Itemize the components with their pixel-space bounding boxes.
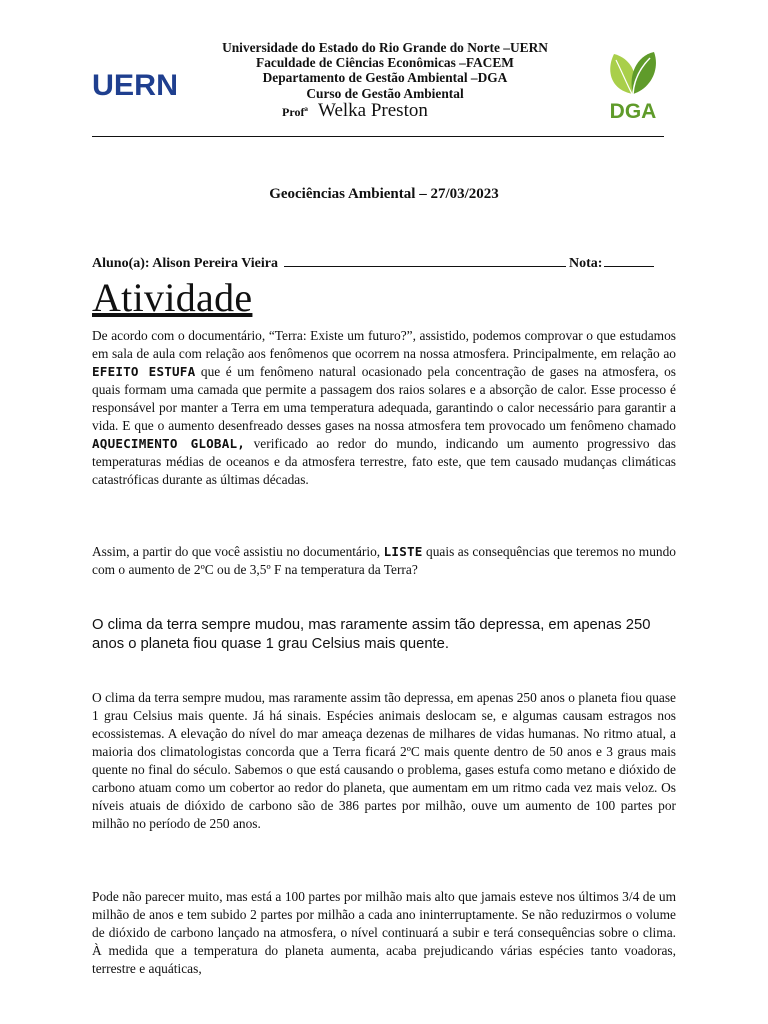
intro-text-3: verificado ao redor do mundo, indicando um aumento progressivo das temperaturas médias de oceanos e da atmosfera terrestre, fato este, que tem causado mudanças climáticas catastróficas durante as últimas décadas. (92, 436, 676, 487)
uern-logo-text: UERN (92, 70, 178, 98)
keyword-aquecimento-global: AQUECIMENTO GLOBAL, (92, 436, 246, 451)
nota-blank-line (604, 255, 654, 267)
dga-logo-text: DGA (609, 100, 657, 122)
header-divider (92, 136, 664, 137)
professor-name: Welka Preston (318, 100, 428, 121)
student-line (92, 255, 672, 272)
header-line-university: Universidade do Estado do Rio Grande do Norte –UERN (222, 40, 548, 55)
answer-intro: O clima da terra sempre mudou, mas raramente assim tão depressa, em apenas 250 anos o planeta fiou quase 1 grau Celsius mais quente. (92, 617, 651, 652)
question-paragraph (92, 543, 676, 579)
intro-text-1: De acordo com o documentário, “Terra: Existe um futuro?”, assistido, podemos comprovar o que estudamos em sala de aula com relação aos fenômenos que ocorrem na nossa atmosfera. Principalmente, em relação ao (92, 328, 676, 361)
professor-line (282, 100, 542, 122)
nota-label: Nota: (569, 256, 603, 271)
dga-logo (600, 48, 666, 122)
question-text-2: quais as consequências que teremos no mundo com o aumento de 2ºC ou de 3,5º F na temperatura da Terra? (92, 544, 676, 577)
answer-paragraph-1: O clima da terra sempre mudou, mas raramente assim tão depressa, em apenas 250 anos o planeta fiou quase 1 grau Celsius mais quente. Já há sinais. Espécies animais deslocam se, e algumas causam estragos nos ecossistemas. A elevação do nível do mar ameaça dezenas de milhares de vidas humanas. No ritmo atual, a maioria dos climatologistas concorda que a Terra ficará 2ºC mais quente dentro de 50 anos e 3 graus mais quente no final do século. Sabemos o que está causando o problema, gases estufa como metano e dióxido de carbono atuam como um cobertor ao redor do planeta, que aumentam em um ritmo cada vez mais veloz. Os níveis atuais de dióxido de carbono são de 386 partes por milhão, ouve um aumento de 100 partes por milhão no período de 250 anos. (92, 690, 676, 831)
student-label: Aluno(a): Alison Pereira Vieira (92, 256, 278, 271)
activity-heading: Atividade (92, 275, 253, 320)
question-text-1: Assim, a partir do que você assistiu no documentário, (92, 544, 384, 559)
institution-header (180, 40, 590, 101)
intro-paragraph (92, 327, 676, 489)
professor-label: Profª (282, 105, 309, 119)
header-line-faculty: Faculdade de Ciências Econômicas –FACEM (256, 55, 514, 71)
keyword-liste: LISTE (383, 544, 423, 559)
header-line-department: Departamento de Gestão Ambiental –DGA (262, 70, 508, 86)
answer-paragraph-2: Pode não parecer muito, mas está a 100 partes por milhão mais alto que jamais esteve nos últimos 3/4 de um milhão de anos e tem subido 2 partes por milhão a cada ano ininterruptamente. Se não reduzirmos o volume de dióxido de carbono lançado na atmosfera, o nível continuará a subir e terá consequências sobre o clima. À medida que a temperatura do planeta aumenta, acaba prejudicando várias espécies tanto voadoras, terrestre e aquáticas, (92, 889, 676, 976)
uern-logo (92, 70, 180, 98)
document-title: Geociências Ambiental – 27/03/2023 (269, 186, 499, 202)
header-line-course: Curso de Gestão Ambiental (306, 85, 464, 101)
intro-text-2: que é um fenômeno natural ocasionado pela concentração de gases na atmosfera, os quais formam uma camada que permite a passagem dos raios solares e a absorção de calor. Esse processo é responsável por manter a Terra em uma temperatura adequada, garantindo o calor necessário para garantir a vida. E que o aumento desenfreado desses gases na nossa atmosfera tem provocado um fenômeno chamado (92, 364, 677, 433)
keyword-efeito-estufa: EFEITO ESTUFA (92, 364, 196, 379)
student-blank-line (284, 255, 566, 267)
